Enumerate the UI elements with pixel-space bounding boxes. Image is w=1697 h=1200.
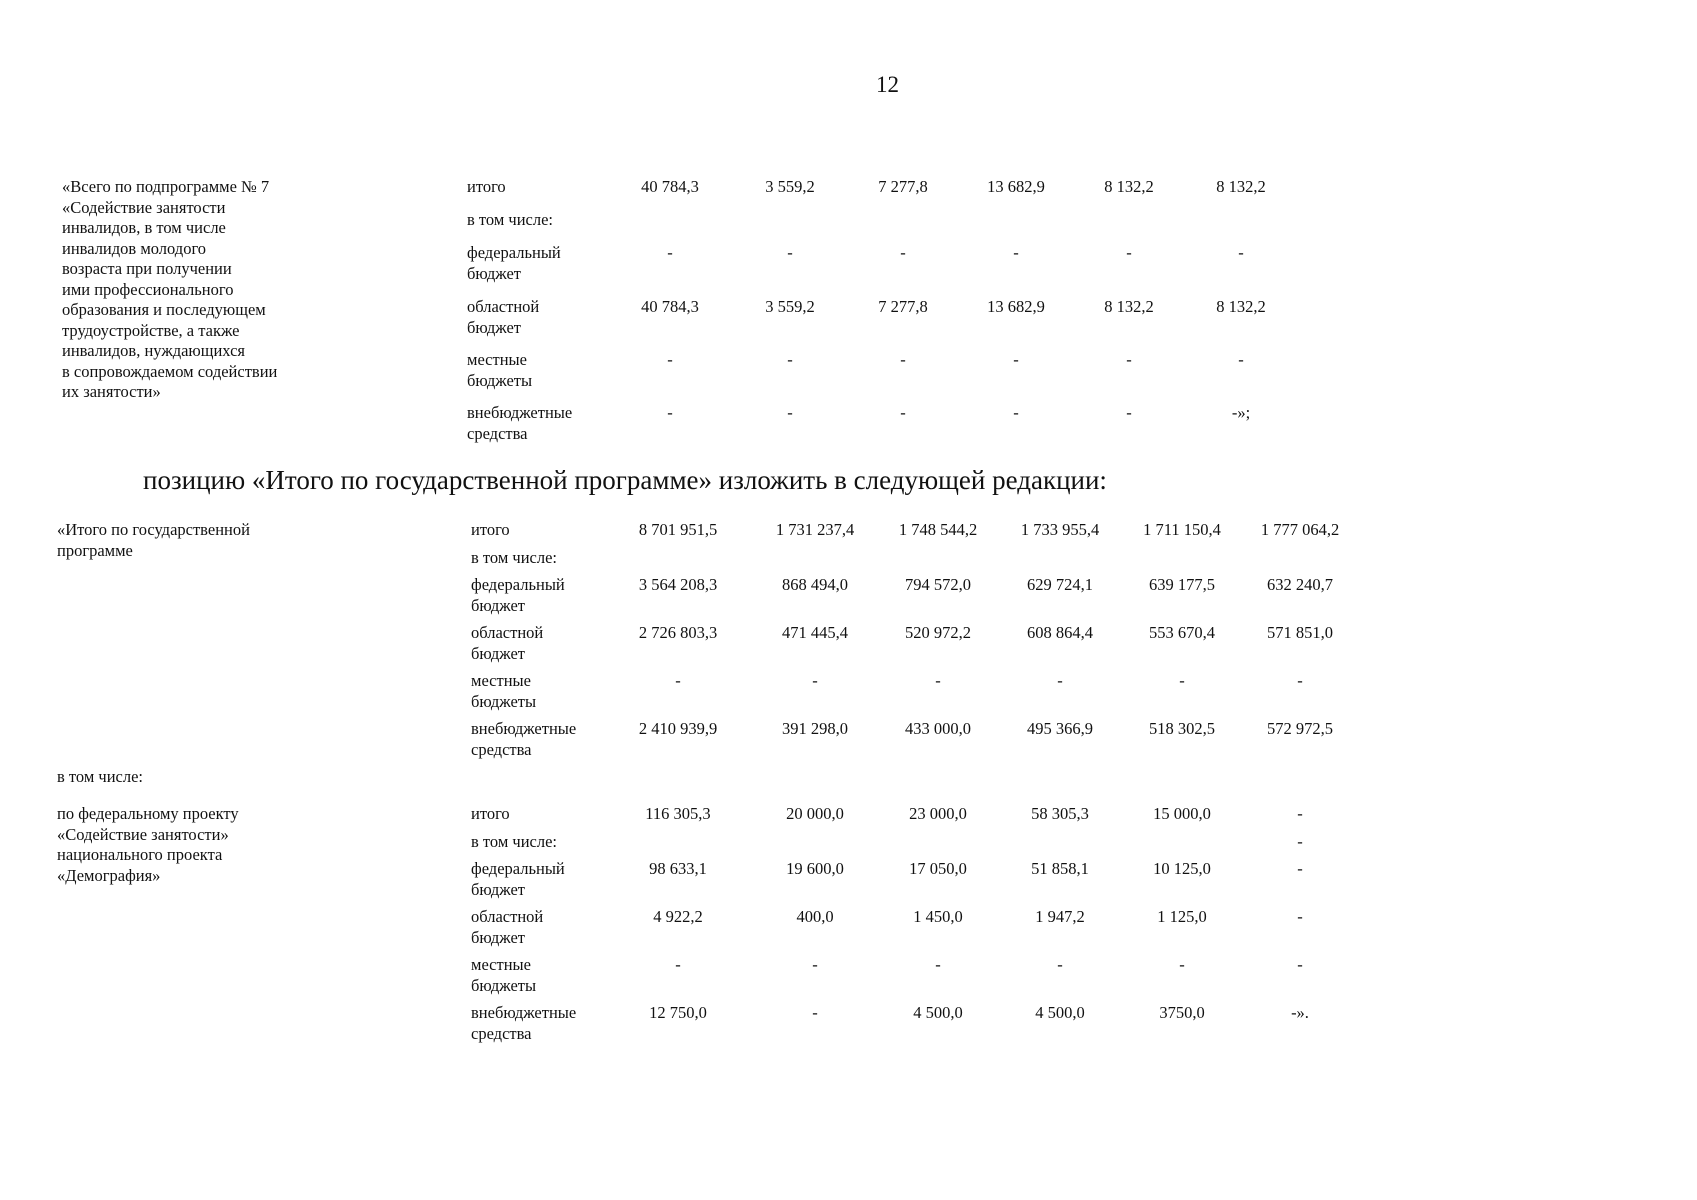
value-cell: 15 000,0 (1153, 804, 1211, 823)
row-label-line: итого (467, 177, 506, 196)
value-cell: - (1057, 671, 1063, 690)
value-cell: - (1297, 955, 1303, 974)
row-label-line: областной (467, 297, 540, 316)
block-title (57, 767, 387, 788)
row-label-line: бюджет (471, 595, 525, 615)
value-cell: 1 450,0 (913, 907, 963, 926)
block-title-line: в том числе: (57, 767, 144, 786)
block-title-line: ими профессионального (62, 279, 234, 299)
value-cell: 8 132,2 (1104, 297, 1154, 316)
value-cell: 572 972,5 (1267, 719, 1333, 738)
value-cell: - (1179, 955, 1185, 974)
value-cell: 13 682,9 (987, 297, 1045, 316)
row-label (467, 297, 617, 338)
row-label-line: областной (471, 623, 544, 642)
value-cell: 2 726 803,3 (638, 623, 718, 642)
value-cell: 3 559,2 (765, 297, 815, 316)
block-title (57, 520, 387, 561)
value-cell: - (935, 955, 941, 974)
value-cell: - (667, 350, 673, 369)
value-cell: 7 277,8 (878, 177, 928, 196)
row-label (467, 177, 617, 198)
value-cell: 4 922,2 (653, 907, 703, 926)
value-cell: 3750,0 (1159, 1003, 1205, 1022)
value-cell: 3 564 208,3 (638, 575, 718, 594)
value-cell: 8 701 951,5 (638, 520, 718, 539)
row-label-line: бюджет (471, 643, 525, 663)
row-label-line: внебюджетные (471, 1003, 577, 1022)
row-label-line: федеральный (467, 243, 561, 262)
value-cell: 3 559,2 (765, 177, 815, 196)
value-cell: 17 050,0 (909, 859, 967, 878)
row-label (471, 859, 621, 900)
value-cell: - (935, 671, 941, 690)
row-label (471, 548, 621, 569)
block-title (62, 177, 392, 403)
row-label-line: внебюджетные (467, 403, 573, 422)
value-cell: - (1126, 403, 1132, 422)
value-cell: 40 784,3 (641, 297, 699, 316)
value-cell: 23 000,0 (909, 804, 967, 823)
row-label-line: средства (471, 739, 532, 759)
value-cell: 1 733 955,4 (1020, 520, 1100, 539)
value-cell: 40 784,3 (641, 177, 699, 196)
value-cell: 632 240,7 (1267, 575, 1333, 594)
value-cell: 868 494,0 (782, 575, 848, 594)
block-title (57, 804, 387, 886)
row-label (471, 623, 621, 664)
value-cell: 58 305,3 (1031, 804, 1089, 823)
value-cell: - (787, 350, 793, 369)
block-title-line: инвалидов молодого (62, 238, 207, 258)
value-cell: 433 000,0 (905, 719, 971, 738)
block-title-line: инвалидов, нуждающихся (62, 341, 245, 360)
value-cell: 13 682,9 (987, 177, 1045, 196)
value-cell: 495 366,9 (1027, 719, 1093, 738)
value-cell: - (812, 671, 818, 690)
row-label-line: бюджет (467, 263, 521, 283)
value-cell: 520 972,2 (905, 623, 971, 642)
row-label-line: бюджеты (471, 975, 537, 995)
row-label-line: бюджет (471, 879, 525, 899)
value-cell: - (1297, 832, 1303, 851)
row-label (471, 575, 621, 616)
row-label-line: в том числе: (471, 548, 558, 567)
block-title-line: «Демография» (57, 865, 161, 885)
row-label-line: в том числе: (467, 210, 554, 229)
value-cell: 629 724,1 (1027, 575, 1093, 594)
row-label-line: федеральный (471, 575, 565, 594)
row-label (467, 350, 617, 391)
value-cell: 2 410 939,9 (638, 719, 718, 738)
value-cell: 116 305,3 (645, 804, 711, 823)
value-cell: - (1297, 671, 1303, 690)
row-label-line: местные (471, 671, 531, 690)
value-cell: 1 125,0 (1157, 907, 1207, 926)
value-cell: 608 864,4 (1027, 623, 1093, 642)
block-title-line: трудоустройстве, а также (62, 320, 240, 340)
value-cell: 20 000,0 (786, 804, 844, 823)
block-title-line: «Всего по подпрограмме № 7 (62, 177, 270, 196)
value-cell: 98 633,1 (649, 859, 707, 878)
value-cell: - (900, 243, 906, 262)
row-label-line: местные (471, 955, 531, 974)
row-label-line: местные (467, 350, 527, 369)
value-cell: - (900, 403, 906, 422)
value-cell: - (900, 350, 906, 369)
block-title-line: возраста при получении (62, 259, 232, 278)
value-cell: 8 132,2 (1104, 177, 1154, 196)
value-cell: 1 731 237,4 (775, 520, 855, 539)
value-cell: - (667, 243, 673, 262)
block-title-line: их занятости» (62, 382, 161, 401)
value-cell: - (1238, 350, 1244, 369)
value-cell: - (1013, 243, 1019, 262)
row-label-line: областной (471, 907, 544, 926)
value-cell: - (1297, 804, 1303, 823)
row-label (471, 955, 621, 996)
row-label-line: средства (471, 1023, 532, 1043)
row-label (467, 210, 617, 231)
row-label (467, 403, 617, 444)
value-cell: -». (1291, 1003, 1309, 1022)
row-label-line: федеральный (471, 859, 565, 878)
block-title-line: национального проекта (57, 845, 223, 864)
value-cell: 4 500,0 (913, 1003, 963, 1022)
value-cell: - (1238, 243, 1244, 262)
value-cell: - (787, 403, 793, 422)
row-label-line: итого (471, 804, 510, 823)
value-cell: - (1126, 350, 1132, 369)
row-label (467, 243, 617, 284)
row-label (471, 907, 621, 948)
value-cell: - (675, 955, 681, 974)
value-cell: 10 125,0 (1153, 859, 1211, 878)
block-title-line: «Содействие занятости (62, 197, 226, 217)
value-cell: - (1057, 955, 1063, 974)
row-label-line: в том числе: (471, 832, 558, 851)
row-label-line: бюджеты (471, 691, 537, 711)
value-cell: -»; (1231, 403, 1251, 422)
value-cell: 7 277,8 (878, 297, 928, 316)
row-label (471, 719, 621, 760)
block-title-line: в сопровождаемом содействии (62, 361, 278, 381)
row-label-line: итого (471, 520, 510, 539)
block-title-line: по федеральному проекту (57, 804, 239, 823)
value-cell: 571 851,0 (1267, 623, 1333, 642)
value-cell: 639 177,5 (1149, 575, 1215, 594)
row-label-line: бюджет (467, 317, 521, 337)
row-label (471, 804, 621, 825)
value-cell: - (1013, 403, 1019, 422)
value-cell: 1 748 544,2 (898, 520, 978, 539)
block-title-line: образования и последующем (62, 300, 266, 319)
block-title-line: «Содействие занятости» (57, 824, 229, 844)
value-cell: - (1013, 350, 1019, 369)
row-label-line: бюджеты (467, 370, 533, 390)
value-cell: - (787, 243, 793, 262)
value-cell: - (812, 1003, 818, 1022)
value-cell: 794 572,0 (905, 575, 971, 594)
value-cell: 471 445,4 (782, 623, 848, 642)
row-label-line: бюджет (471, 927, 525, 947)
value-cell: 8 132,2 (1216, 297, 1266, 316)
value-cell: 518 302,5 (1149, 719, 1215, 738)
block-title-line: инвалидов, в том числе (62, 218, 226, 237)
value-cell: - (675, 671, 681, 690)
page-number: 12 (876, 72, 899, 97)
section-heading: позицию «Итого по государственной программе» изложить в следующей редакции: (143, 465, 1107, 495)
value-cell: 1 777 064,2 (1260, 520, 1340, 539)
value-cell: - (1297, 907, 1303, 926)
row-label (471, 671, 621, 712)
value-cell: - (1126, 243, 1132, 262)
value-cell: 12 750,0 (649, 1003, 707, 1022)
value-cell: 400,0 (796, 907, 834, 926)
value-cell: 4 500,0 (1035, 1003, 1085, 1022)
value-cell: - (812, 955, 818, 974)
value-cell: 8 132,2 (1216, 177, 1266, 196)
row-label (471, 832, 621, 853)
block-title-line: программе (57, 540, 133, 560)
value-cell: - (1297, 859, 1303, 878)
value-cell: 1 711 150,4 (1143, 520, 1221, 539)
block-title-line: «Итого по государственной (57, 520, 250, 539)
value-cell: - (1179, 671, 1185, 690)
value-cell: 19 600,0 (786, 859, 844, 878)
row-label-line: внебюджетные (471, 719, 577, 738)
value-cell: - (667, 403, 673, 422)
value-cell: 51 858,1 (1031, 859, 1089, 878)
row-label-line: средства (467, 423, 528, 443)
row-label (471, 520, 621, 541)
value-cell: 391 298,0 (782, 719, 848, 738)
value-cell: 1 947,2 (1035, 907, 1085, 926)
value-cell: 553 670,4 (1149, 623, 1215, 642)
row-label (471, 1003, 621, 1044)
